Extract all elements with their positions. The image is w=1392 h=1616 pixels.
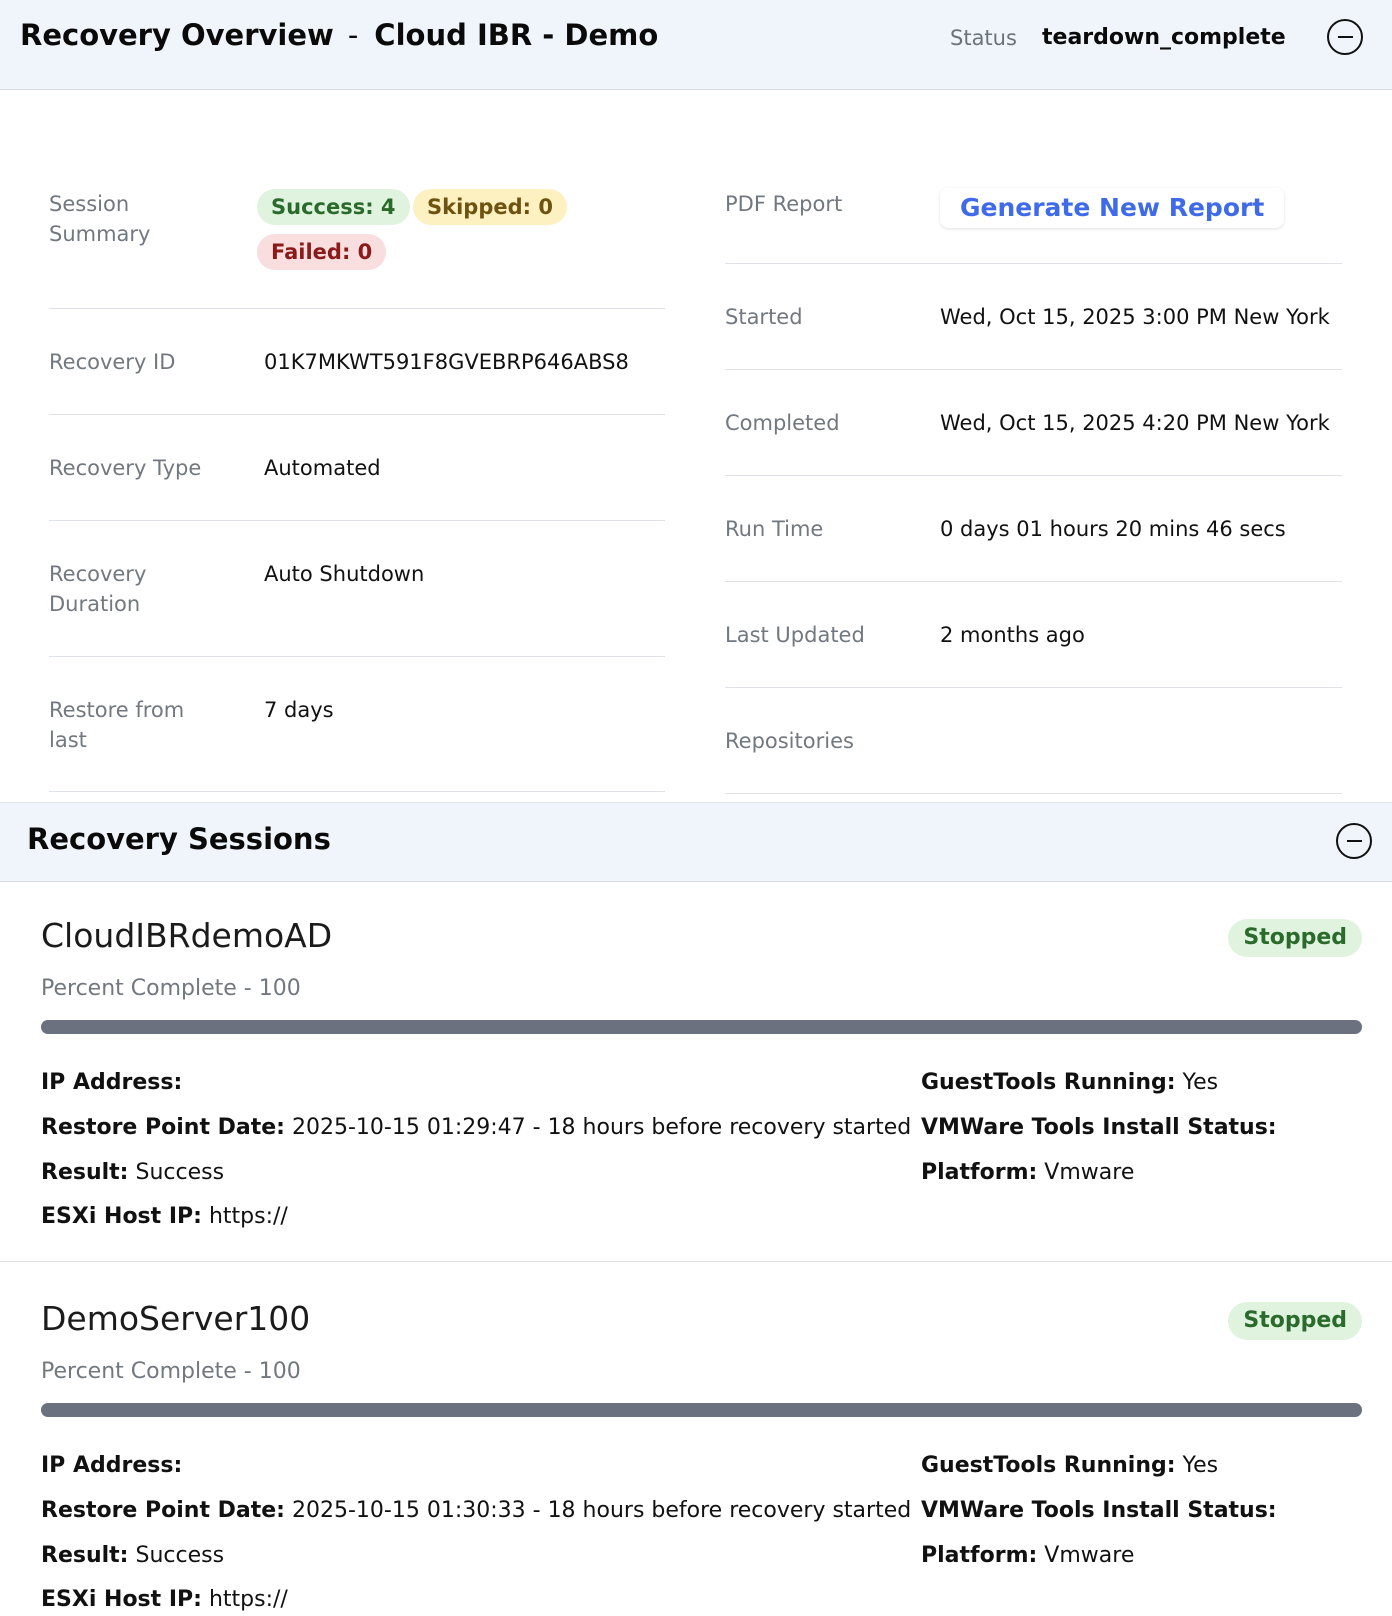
- started-value: Wed, Oct 15, 2025 3:00 PM New York: [940, 305, 1330, 329]
- minus-circle-icon: [1347, 840, 1362, 843]
- run-time-row: [725, 476, 1342, 582]
- progress-bar-fill: [41, 1403, 1362, 1417]
- platform-value: Vmware: [1044, 1543, 1135, 1568]
- esxi-host-label: ESXi Host IP:: [41, 1204, 202, 1229]
- recovery-type-value: Automated: [264, 456, 381, 480]
- restore-from-value: 7 days: [264, 698, 334, 722]
- percent-complete-label: Percent Complete - 100: [41, 1359, 301, 1384]
- platform-value: Vmware: [1044, 1160, 1135, 1185]
- session-divider: [0, 1261, 1392, 1262]
- page-title-sub: Cloud IBR - Demo: [374, 18, 659, 52]
- session-status-badge: Stopped: [1228, 1302, 1362, 1340]
- completed-row: [725, 370, 1342, 476]
- generate-report-button[interactable]: Generate New Report: [940, 188, 1284, 228]
- repositories-row: [725, 688, 1342, 794]
- ip-address-label: IP Address:: [41, 1070, 183, 1095]
- session-name: DemoServer100: [41, 1299, 311, 1338]
- restore-point-field: [41, 1113, 911, 1143]
- collapse-overview-button[interactable]: [1327, 19, 1363, 55]
- esxi-host-label: ESXi Host IP:: [41, 1587, 202, 1612]
- result-value: Success: [135, 1543, 225, 1568]
- recovery-id-label: Recovery ID: [49, 350, 176, 374]
- result-field: [41, 1158, 224, 1188]
- progress-bar-fill: [41, 1020, 1362, 1034]
- recovery-sessions-title: Recovery Sessions: [27, 822, 331, 856]
- ip-address-field: [41, 1068, 182, 1098]
- result-field: [41, 1541, 224, 1571]
- session-card: [0, 1299, 1392, 1616]
- session-summary-row: [49, 90, 665, 309]
- pdf-report-label: PDF Report: [725, 192, 843, 216]
- restore-point-value: 2025-10-15 01:30:33 - 18 hours before recovery started: [291, 1498, 912, 1523]
- vmware-tools-label: VMWare Tools Install Status:: [921, 1115, 1277, 1140]
- completed-label: Completed: [725, 411, 840, 435]
- esxi-host-field: [41, 1202, 288, 1232]
- repositories-label: Repositories: [725, 729, 854, 753]
- recovery-duration-label: Recovery Duration: [49, 562, 147, 616]
- last-updated-row: [725, 582, 1342, 688]
- platform-field: [921, 1158, 1134, 1188]
- ip-address-field: [41, 1451, 182, 1481]
- result-value: Success: [135, 1160, 225, 1185]
- recovery-duration-row: [49, 521, 665, 657]
- platform-field: [921, 1541, 1134, 1571]
- esxi-host-field: [41, 1585, 288, 1615]
- vmware-tools-label: VMWare Tools Install Status:: [921, 1498, 1277, 1523]
- recovery-id-value: 01K7MKWT591F8GVEBRP646ABS8: [264, 350, 629, 374]
- restore-from-label: Restore from last: [49, 698, 185, 752]
- collapse-sessions-button[interactable]: [1336, 823, 1372, 859]
- recovery-type-row: [49, 415, 665, 521]
- pdf-report-row: [725, 90, 1342, 264]
- title-separator: -: [347, 18, 359, 52]
- recovery-sessions-header: [0, 802, 1392, 882]
- guesttools-label: GuestTools Running:: [921, 1453, 1176, 1478]
- restore-point-value: 2025-10-15 01:29:47 - 18 hours before recovery started: [291, 1115, 912, 1140]
- progress-bar: [41, 1020, 1362, 1034]
- result-label: Result:: [41, 1160, 129, 1185]
- session-card: [0, 916, 1392, 1256]
- session-summary-label: Session Summary: [49, 192, 151, 246]
- failed-badge: Failed: 0: [257, 234, 386, 270]
- recovery-duration-value: Auto Shutdown: [264, 562, 425, 586]
- run-time-value: 0 days 01 hours 20 mins 46 secs: [940, 517, 1286, 541]
- progress-bar: [41, 1403, 1362, 1417]
- success-badge: Success: 4: [257, 189, 410, 225]
- page-title: [20, 18, 658, 52]
- ip-address-label: IP Address:: [41, 1453, 183, 1478]
- restore-from-row: [49, 657, 665, 792]
- platform-label: Platform:: [921, 1160, 1038, 1185]
- recovery-type-label: Recovery Type: [49, 456, 202, 480]
- vmware-tools-field: [921, 1496, 1277, 1526]
- restore-point-label: Restore Point Date:: [41, 1498, 285, 1523]
- page-title-main: Recovery Overview: [20, 18, 334, 52]
- session-name: CloudIBRdemoAD: [41, 916, 333, 955]
- run-time-label: Run Time: [725, 517, 824, 541]
- guesttools-label: GuestTools Running:: [921, 1070, 1176, 1095]
- overview-header: [0, 0, 1392, 90]
- guesttools-value: Yes: [1182, 1070, 1219, 1095]
- recovery-id-row: [49, 309, 665, 415]
- session-status-badge: Stopped: [1228, 919, 1362, 957]
- result-label: Result:: [41, 1543, 129, 1568]
- esxi-host-value: https://: [208, 1587, 288, 1612]
- platform-label: Platform:: [921, 1543, 1038, 1568]
- started-row: [725, 264, 1342, 370]
- completed-value: Wed, Oct 15, 2025 4:20 PM New York: [940, 411, 1330, 435]
- status-label: Status: [950, 26, 1017, 50]
- minus-circle-icon: [1338, 36, 1353, 39]
- guesttools-field: [921, 1068, 1218, 1098]
- guesttools-value: Yes: [1182, 1453, 1219, 1478]
- restore-point-label: Restore Point Date:: [41, 1115, 285, 1140]
- started-label: Started: [725, 305, 803, 329]
- skipped-badge: Skipped: 0: [413, 189, 567, 225]
- last-updated-value: 2 months ago: [940, 623, 1085, 647]
- guesttools-field: [921, 1451, 1218, 1481]
- last-updated-label: Last Updated: [725, 623, 865, 647]
- status-value: teardown_complete: [1042, 25, 1286, 50]
- vmware-tools-field: [921, 1113, 1277, 1143]
- restore-point-field: [41, 1496, 911, 1526]
- percent-complete-label: Percent Complete - 100: [41, 976, 301, 1001]
- esxi-host-value: https://: [208, 1204, 288, 1229]
